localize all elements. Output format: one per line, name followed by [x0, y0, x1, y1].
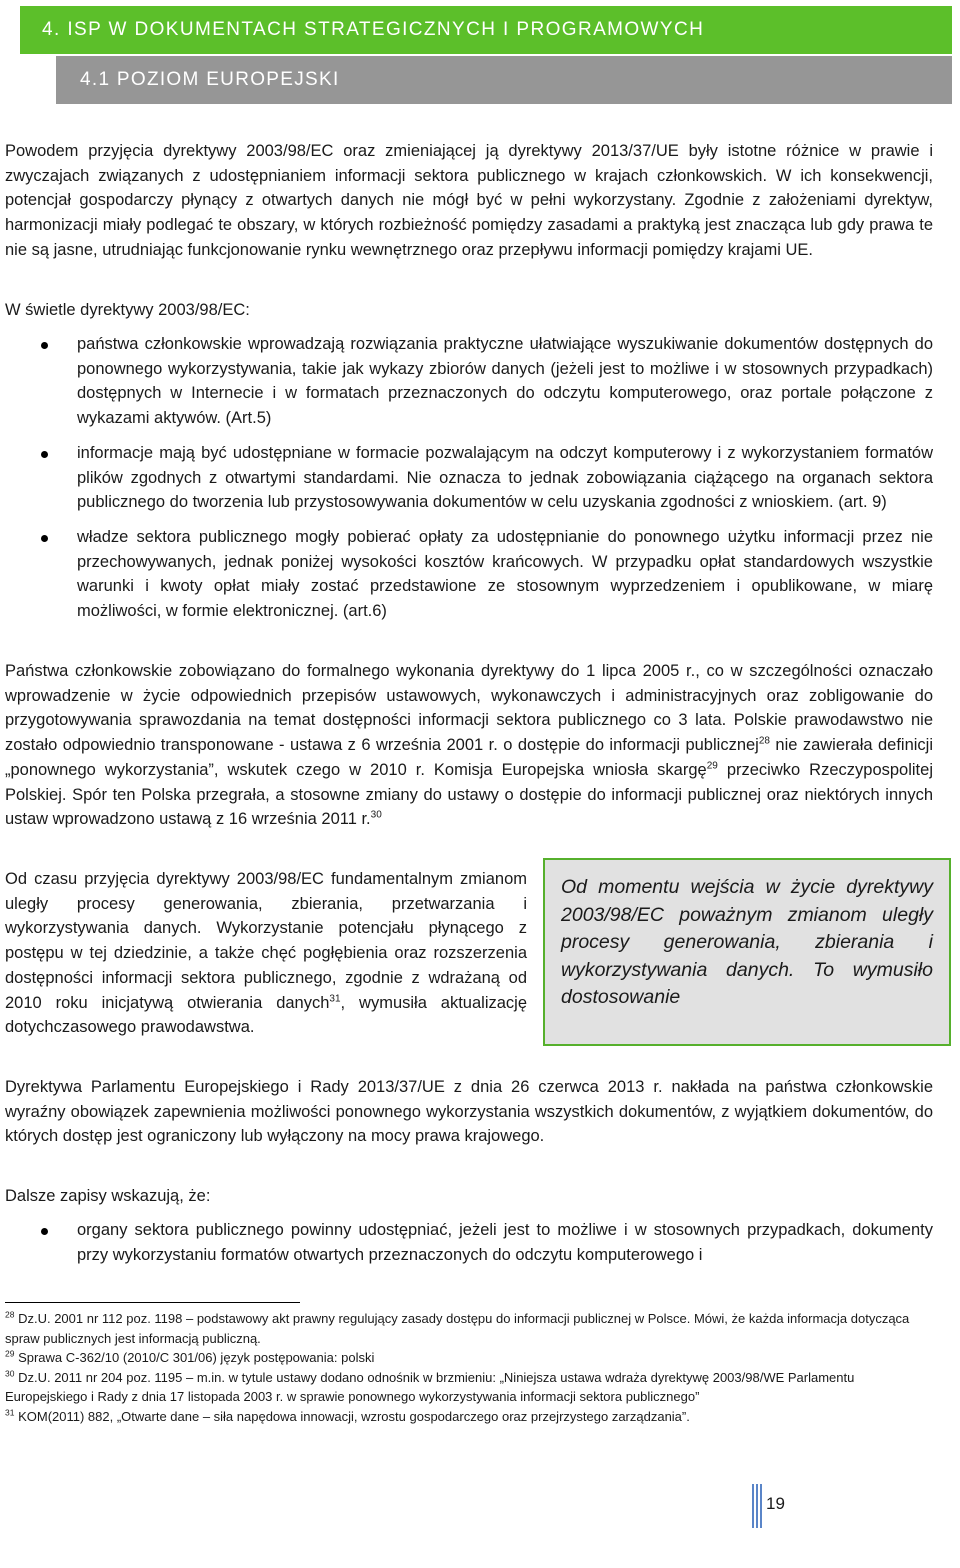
paragraph-4-block	[5, 1075, 933, 1149]
paragraph-3-text: Od czasu przyjęcia dyrektywy 2003/98/EC fundamentalnym zmianom uległy procesy generowania, zbierania, przetwarzania i wykorzystywania danych. Wykorzystanie potencjału płynącego z postępu w tej dziedzinie, a także chęć pogłębienia oraz rozszerzenia dostępności informacji sektora publicznego, zgodnie z wdrażaną od 2010 roku inicjatywą otwierania danych	[5, 870, 527, 1012]
paragraph-3-text: , wymusiła aktualizację dotychczasowego prawodawstwa.	[5, 993, 527, 1037]
paragraph-2	[5, 659, 933, 832]
intro-paragraph: Powodem przyjęcia dyrektywy 2003/98/EC oraz zmieniającej ją dyrektywy 2013/37/UE były istotne różnice w prawie i zwyczajach związanych z udostępnianiem informacji sektora publicznego w krajach członkowskich. W ich konsekwencji, potencjał gospodarczy płynący z otwartych danych nie mógł być w pełni wykorzystany. Zgodnie z założeniami dyrektyw, harmonizacji miały podlegać te obszary, w których rozbieżność pomiędzy zasadami a praktyką jest znacząca lub gdy prawa te nie są jasne, utrudniając funkcjonowanie rynku wewnętrznego oraz przepływu informacji pomiędzy krajami UE.	[5, 142, 933, 259]
lead-paragraph-2: Dalsze zapisy wskazują, że:	[5, 1187, 211, 1205]
lead-block	[5, 298, 933, 323]
page-number-bars-icon	[752, 1484, 764, 1528]
footnotes	[5, 1302, 935, 1427]
footnote-number: 28	[5, 1309, 15, 1320]
footnote-31	[5, 1407, 935, 1427]
list-item: władze sektora publicznego mogły pobierać opłaty za udostępnianie do ponownego użytku informacji przez nie przechowywanych, jednak poniżej wysokości kosztów krańcowych. W przypadku opłat standardowych wszystkie warunki i kwoty opłat miały zostać przedstawione ze stosownym wyprzedzeniem i opublikowane, w miarę możliwości, w formie elektronicznej. (art.6)	[5, 525, 933, 624]
intro-block	[5, 139, 933, 263]
footnote-ref-29[interactable]: 29	[706, 760, 718, 772]
list-item: organy sektora publicznego powinny udostępniać, jeżeli jest to możliwe i w stosownych przypadkach, dokumenty przy wykorzystaniu formatów otwartych przeznaczonych do odczytu komputerowego i	[5, 1218, 933, 1267]
lead-paragraph: W świetle dyrektywy 2003/98/EC:	[5, 301, 250, 319]
pull-quote-text: Od momentu wejścia w życie dyrektywy 2003/98/EC poważnym zmianom uległy procesy generowania, zbierania i wykorzystywania danych. To wymusiło dostosowanie	[561, 876, 933, 1009]
footnote-ref-31[interactable]: 31	[329, 993, 341, 1005]
footnote-text: Sprawa C-362/10 (2010/C 301/06) język postępowania: polski	[14, 1350, 375, 1366]
footnote-30	[5, 1368, 935, 1407]
list-item: państwa członkowskie wprowadzają rozwiązania praktyczne ułatwiające wyszukiwanie dokumentów dostępnych do ponownego wykorzystywania, takie jak wykazy zbiorów danych (jeżeli jest to możliwe i w stosownych przypadkach) dostępnych w Internecie i w formatach przeznaczonych do odczytu komputerowego, oraz portale połączone z wykazami aktywów. (Art.5)	[5, 332, 933, 431]
footnote-ref-28[interactable]: 28	[758, 735, 770, 747]
footnote-number: 30	[5, 1368, 15, 1379]
chapter-heading: 4. ISP W DOKUMENTACH STRATEGICZNYCH I PROGRAMOWYCH	[20, 6, 952, 54]
paragraph-2-text: Państwa członkowskie zobowiązano do formalnego wykonania dyrektywy do 1 lipca 2005 r., co w szczególności oznaczało wprowadzenie w życie odpowiednich przepisów ustawowych, wykonawczych i administracyjnych oraz zobligowanie do przygotowywania sprawozdania na temat dostępności informacji sektora publicznego co 3 lata. Polskie prawodawstwo nie zostało odpowiednio transponowane - ustawa z 6 września 2001 r. o dostępie do informacji publicznej	[5, 662, 933, 755]
paragraph-3	[5, 867, 527, 1040]
footnote-text: Dz.U. 2001 nr 112 poz. 1198 – podstawowy akt prawny regulujący zasady dostępu do informacji publicznej w Polsce. Mówi, że każda informacja dotycząca spraw publicznych jest informacją publiczną.	[5, 1311, 910, 1346]
footnote-29	[5, 1348, 935, 1368]
footnote-text: KOM(2011) 882, „Otwarte dane – siła napędowa innowacji, wzrostu gospodarczego oraz przejrzystego zarządzania”.	[14, 1408, 690, 1424]
footnote-ref-30[interactable]: 30	[370, 809, 382, 821]
footnote-text: Dz.U. 2011 nr 204 poz. 1195 – m.in. w tytule ustawy dodano odnośnik w brzmieniu: „Niniejsza ustawa wdraża dyrektywę 2003/98/WE Parlamentu Europejskiego i Rady z dnia 17 listopada 2003 r. w sprawie ponownego wykorzystywania informacji sektora publicznego”	[5, 1369, 855, 1405]
footnote-separator	[5, 1302, 300, 1303]
paragraph-3-block	[5, 867, 527, 1040]
paragraph-2-block	[5, 659, 933, 832]
lead-2-block	[5, 1184, 933, 1209]
page-number-block	[752, 1484, 822, 1528]
paragraph-2-text: przeciwko Rzeczypospolitej Polskiej. Spór ten Polska przegrała, a stosowne zmiany do ustawy o dostępie do informacji publicznej oraz niektórych innych ustaw wprowadzono ustawą z 16 września 2011 r.	[5, 760, 933, 829]
section-heading: 4.1 POZIOM EUROPEJSKI	[56, 56, 952, 104]
page-number: 19	[766, 1494, 785, 1513]
footnote-28	[5, 1309, 935, 1348]
bullet-list-2	[5, 1218, 933, 1267]
pull-quote-box	[543, 858, 951, 1046]
footnote-number: 31	[5, 1407, 15, 1418]
paragraph-2-text: nie zawierała definicji „ponownego wykorzystania”, wskutek czego w 2010 r. Komisja Europejska wniosła skargę	[5, 736, 933, 779]
paragraph-4: Dyrektywa Parlamentu Europejskiego i Rady 2013/37/UE z dnia 26 czerwca 2013 r. nakłada na państwa członkowskie wyraźny obowiązek zapewnienia możliwości ponownego wykorzystania wszystkich dokumentów, z wyjątkiem dokumentów, do których dostęp jest ograniczony lub wyłączony na mocy prawa krajowego.	[5, 1078, 933, 1146]
footnote-number: 29	[5, 1348, 15, 1359]
list-item: informacje mają być udostępniane w formacie pozwalającym na odczyt komputerowy i z wykorzystaniem formatów plików zgodnych z otwartymi standardami. Nie oznacza to jednak zobowiązania ciążącego na organach sektora publicznego do tworzenia lub przystosowywania dokumentów w celu uzyskania zgodności z wnioskiem. (art. 9)	[5, 441, 933, 515]
bullet-list-1	[5, 332, 933, 624]
